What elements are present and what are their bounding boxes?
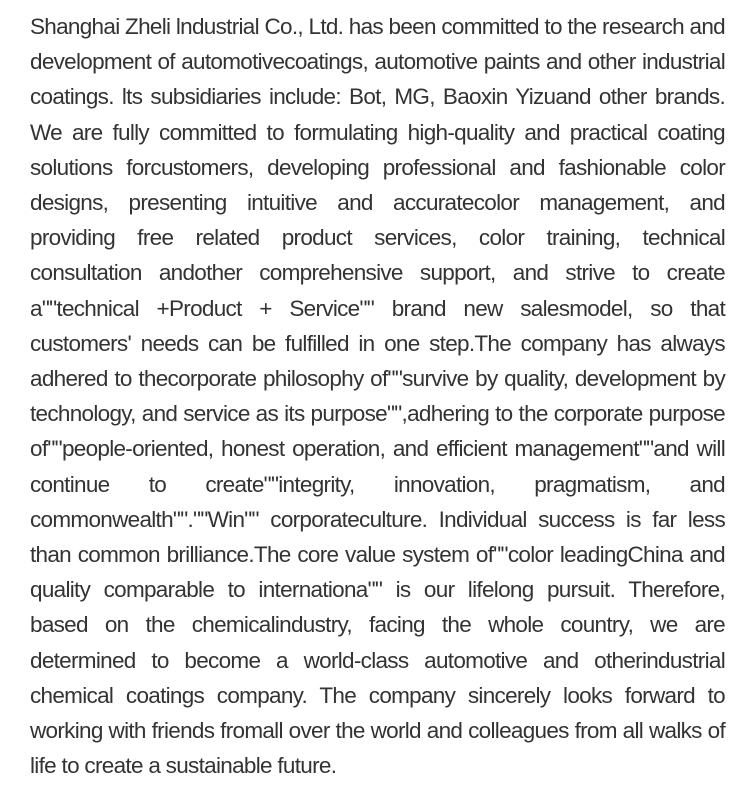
- company-description-paragraph: Shanghai Zheli lndustrial Co., Ltd. has been committed to the research and development of automotivecoatings, automotive paints and other industrial coatings. lts subsidiaries include: Bot, MG, Baoxin Yizuand other brands. We are fully committed to formulating high-quality and practical coating solutions forcustomers, developing professional and fashionable color designs, presenting intuitive and accuratecolor management, and providing free related product services, color training, technical consultation andother comprehensive support, and strive to create a""technical +Product + Service"" brand new salesmodel, so that customers' needs can be fulfilled in one step.The company has always adhered to thecorporate philosophy of""survive by quality, development by technology, and service as its purpose"",adhering to the corporate purpose of""people-oriented, honest operation, and efficient management""and will continue to create""integrity, innovation, pragmatism, and commonwealth"".""Win"" corporateculture. Individual success is far less than common brilliance.The core value system of""color leadingChina and quality comparable to internationa"" is our lifelong pursuit. Therefore, based on the chemicalindustry, facing the whole country, we are determined to become a world-class automotive and otherindustrial chemical coatings company. The company sincerely looks forward to working with friends fromall over the world and colleagues from all walks of life to create a sustainable future.: [30, 14, 725, 779]
